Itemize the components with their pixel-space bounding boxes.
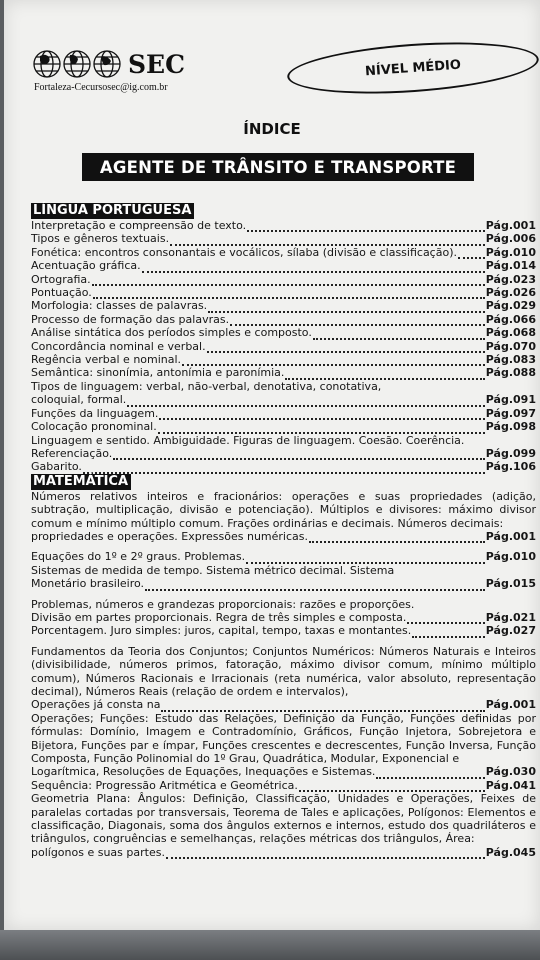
dot-leader — [407, 613, 484, 624]
dot-leader — [309, 532, 485, 543]
toc-page-number: Pág.070 — [485, 339, 536, 353]
dot-leader — [159, 409, 484, 420]
toc-entry-title: Equações do 1º e 2º graus. Problemas. — [31, 550, 246, 564]
dot-leader — [230, 315, 485, 326]
toc-entry — [31, 765, 536, 778]
dot-leader — [299, 781, 485, 792]
dot-leader — [142, 262, 485, 273]
toc-entry-text: Geometria Plana: Ângulos: Definição, Classificação, Unidades e Operações, Feixes de paralelas cortadas por transversais, Teorema de Tales e aplicações, Polígonos: Elementos e classificação, Diagonais, soma dos ângulos externos e internos, estudo dos quadriláteros e triângulos, congruências e semelhanças, relações métricas dos triângulos, Área: — [31, 792, 536, 846]
toc-entry — [31, 611, 536, 624]
toc-entry-title: Morfologia: classes de palavras. — [31, 299, 208, 313]
toc-page-number: Pág.091 — [485, 393, 536, 407]
toc-entry-title: Funções da linguagem. — [31, 406, 159, 420]
toc-entry — [31, 460, 536, 473]
toc-entry — [31, 286, 536, 299]
dot-leader — [285, 369, 484, 380]
section-rows — [31, 219, 536, 474]
toc-entry-title: Semântica: sinonímia, antonímia e paronímia. — [31, 366, 285, 380]
toc-page-number: Pág.015 — [485, 577, 536, 591]
section-heading: LÍNGUA PORTUGUESA — [31, 203, 194, 219]
toc-entry — [31, 273, 536, 286]
background-surface — [0, 930, 540, 960]
logo-text: SEC — [128, 50, 186, 79]
toc-entry-title: Operações já consta na — [31, 698, 161, 712]
section-matematica — [31, 474, 536, 860]
globes-logo-icon — [32, 48, 124, 80]
toc-entry-title: Concordância nominal e verbal. — [31, 339, 206, 353]
toc-entry-title: polígonos e suas partes. — [31, 845, 165, 859]
toc-entry-text: Operações; Funções: Estudo das Relações, Definição da Função, Funções definidas por fórmulas: Domínio, Imagem e Contradomínio, Gráficos, Função Injetora, Sobrejetora e Bijetora, Funções par e ímpar, Funções crescentes e decrescentes, Função Inversa, Função Composta, Função Polinomial do 1º Grau, Quadrática, Modular, Exponencial e — [31, 711, 536, 766]
toc-page-number: Pág.001 — [485, 219, 536, 232]
toc-entry-title: Divisão em partes proporcionais. Regra de três simples e composta. — [31, 610, 407, 624]
toc-entry — [31, 326, 536, 339]
toc-entry-text: Linguagem e sentido. Ambiguidade. Figuras de linguagem. Coesão. Coerência. — [31, 433, 465, 447]
toc-entry-title: Referenciação. — [31, 446, 113, 460]
dot-leader — [158, 423, 485, 434]
toc-entry-title: Regência verbal e nominal. — [31, 353, 182, 367]
toc-page-number: Pág.068 — [485, 326, 536, 340]
dot-leader — [246, 553, 485, 564]
dot-leader — [127, 396, 484, 407]
toc-entry-title: propriedades e operações. Expressões numéricas. — [31, 529, 308, 543]
dot-leader — [247, 221, 485, 232]
toc-entry-title: Pontuação. — [31, 286, 92, 300]
toc-entry-title: Sequência: Progressão Aritmética e Geométrica. — [31, 778, 298, 792]
toc-page-number: Pág.006 — [485, 232, 536, 246]
toc-entry — [31, 447, 536, 460]
toc-page-number: Pág.030 — [485, 765, 536, 779]
dot-leader — [170, 235, 485, 246]
dot-leader — [166, 848, 485, 859]
toc-entry — [31, 366, 536, 379]
toc-entry — [31, 846, 536, 859]
toc-page-number: Pág.083 — [485, 353, 536, 367]
spacer — [31, 638, 536, 645]
toc-page-number: Pág.088 — [485, 366, 536, 380]
spacer — [31, 543, 536, 550]
toc-entry — [31, 340, 536, 353]
toc-page-number: Pág.014 — [485, 259, 536, 273]
dot-leader — [161, 701, 484, 712]
toc-entry-title: Porcentagem. Juro simples: juros, capital, tempo, taxas e montantes. — [31, 624, 412, 638]
toc-page-number: Pág.098 — [485, 420, 536, 434]
toc-entry-title: Gabarito. — [31, 460, 82, 474]
toc-page-number: Pág.021 — [485, 610, 536, 624]
toc-entry — [31, 577, 536, 590]
toc-entry — [31, 779, 536, 792]
toc-entry — [31, 246, 536, 259]
toc-entry — [31, 219, 536, 232]
dot-leader — [182, 355, 485, 366]
header — [32, 44, 532, 96]
dot-leader — [92, 275, 485, 286]
toc-entry-title: Fonética: encontros consonantais e vocálicos, sílaba (divisão e classificação). — [31, 245, 457, 259]
toc-entry — [31, 698, 536, 711]
toc-entry-title: Logarítmica, Resoluções de Equações, Inequações e Sistemas. — [31, 765, 376, 779]
toc-entry-text: Problemas, números e grandezas proporcionais: razões e proporções. — [31, 597, 415, 611]
toc-page-number: Pág.023 — [485, 272, 536, 286]
toc-entry-title: Acentuação gráfica. — [31, 259, 141, 273]
toc-entry-title: Interpretação e compreensão de texto. — [31, 219, 247, 232]
toc-entry-text: Tipos de linguagem: verbal, não-verbal, denotativa, conotativa, — [31, 379, 382, 393]
toc-page-number: Pág.010 — [485, 550, 536, 564]
dot-leader — [145, 580, 485, 591]
toc-page-number: Pág.045 — [485, 845, 536, 859]
toc-page-number: Pág.027 — [485, 624, 536, 638]
toc-page-number: Pág.001 — [485, 529, 536, 543]
document-page — [4, 0, 540, 930]
toc-entry-title: Ortografia. — [31, 272, 91, 286]
toc-entry-title: Monetário brasileiro. — [31, 577, 145, 591]
toc-entry-title: Colocação pronominal. — [31, 420, 157, 434]
toc-entry — [31, 353, 536, 366]
toc-entry — [31, 550, 536, 563]
toc-page-number: Pág.099 — [485, 446, 536, 460]
toc-entry — [31, 259, 536, 272]
toc-entry-title: Processo de formação das palavras. — [31, 312, 230, 326]
section-heading: MATEMÁTICA — [31, 474, 131, 490]
contact-email: Fortaleza-Cecursosec@ig.com.br — [34, 82, 168, 93]
level-oval-badge — [286, 35, 540, 100]
toc-entry — [31, 407, 536, 420]
course-banner: AGENTE DE TRÂNSITO E TRANSPORTE — [82, 153, 474, 181]
dot-leader — [376, 768, 484, 779]
dot-leader — [458, 248, 485, 259]
toc-entry-title: Análise sintática dos períodos simples e composto. — [31, 326, 312, 340]
toc-entry — [31, 313, 536, 326]
dot-leader — [83, 463, 485, 474]
toc-entry-title: Tipos e gêneros textuais. — [31, 232, 170, 246]
toc-page-number: Pág.001 — [485, 698, 536, 712]
toc-page-number: Pág.066 — [485, 312, 536, 326]
toc-entry — [31, 624, 536, 637]
dot-leader — [93, 288, 485, 299]
toc-entry — [31, 530, 536, 543]
dot-leader — [208, 302, 485, 313]
toc-page-number: Pág.097 — [485, 406, 536, 420]
toc-entry — [31, 299, 536, 312]
toc-entry-text: Fundamentos da Teoria dos Conjuntos; Conjuntos Numéricos: Números Naturais e Inteiros (divisibilidade, números primos, fatoração, máximo divisor comum, mínimo múltiplo comum), Números Racionais e Irracionais (reta numérica, valor absoluto, representação decimal), Números Reais (relação de ordem e intervalos), — [31, 644, 536, 698]
toc-entry-text: Sistemas de medida de tempo. Sistema métrico decimal. Sistema — [31, 563, 395, 577]
dot-leader — [207, 342, 485, 353]
toc-entry — [31, 393, 536, 406]
toc-page-number: Pág.026 — [485, 286, 536, 300]
spacer — [31, 591, 536, 598]
toc-page-number: Pág.106 — [485, 460, 536, 474]
toc-page-number: Pág.041 — [485, 778, 536, 792]
dot-leader — [313, 329, 485, 340]
page-title: ÍNDICE — [243, 120, 301, 138]
dot-leader — [412, 627, 485, 638]
toc-page-number: Pág.010 — [485, 245, 536, 259]
level-label: NÍVEL MÉDIO — [364, 57, 462, 79]
section-rows — [31, 490, 536, 860]
dot-leader — [113, 449, 485, 460]
table-of-contents — [31, 203, 536, 859]
section-portugues — [31, 203, 536, 474]
toc-entry — [31, 420, 536, 433]
toc-page-number: Pág.029 — [485, 299, 536, 313]
toc-entry-title: coloquial, formal. — [31, 393, 127, 407]
toc-entry-text: Números relativos inteiros e fracionários: operações e suas propriedades (adição, subtração, multiplicação, divisão e potenciação). Múltiplos e divisores: máximo divisor comum e mínimo múltiplo comum. Frações ordinárias e decimais. Números decimais: — [31, 489, 536, 530]
toc-entry — [31, 232, 536, 245]
